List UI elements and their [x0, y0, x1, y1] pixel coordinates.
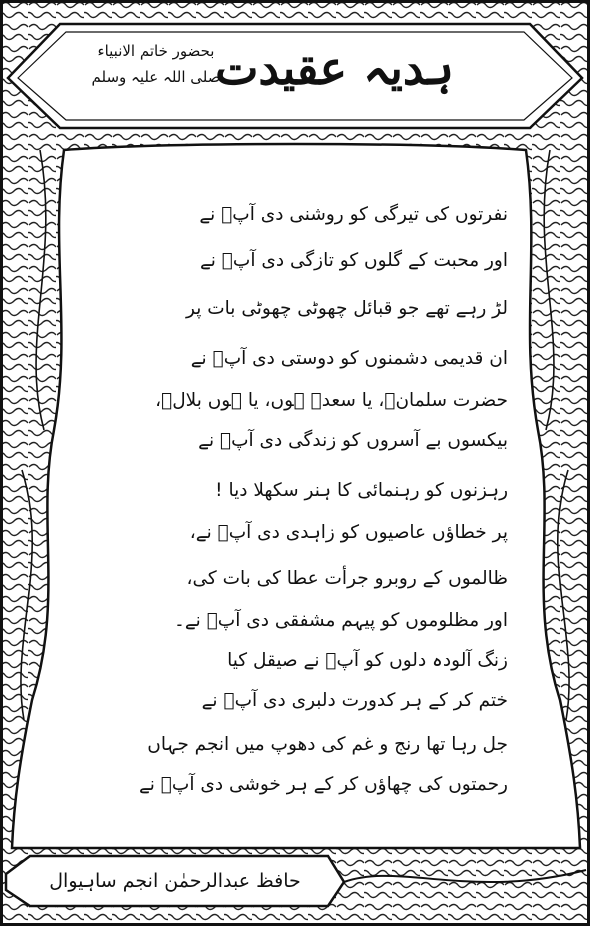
poem-line: زنگ آلودہ دلوں کو آپؐ نے صیقل کیا: [227, 650, 508, 671]
poem-line: اور محبت کے گلوں کو تازگی دی آپؐ نے: [199, 250, 508, 271]
page-title: ہدیہ عقیدت: [215, 41, 454, 95]
poem-line: جل رہا تھا رنج و غم کی دھوپ میں انجم جہاں: [147, 734, 508, 755]
poem-line: پر خطاؤں عاصیوں کو زاہدی دی آپؐ نے،: [189, 522, 508, 543]
poem-line: لڑ رہے تھے جو قبائل چھوٹی چھوٹی بات پر: [186, 298, 508, 319]
dedication-line-2: صلی اللہ علیہ وسلم: [91, 68, 221, 86]
poem-line: حضرت سلمانؓ، یا سعدؓ ہوں، یا ہوں بلالؓ،: [155, 390, 508, 411]
poem-line: رحمتوں کی چھاؤں کر کے ہر خوشی دی آپؐ نے: [138, 774, 508, 795]
poem-line: بیکسوں بے آسروں کو زندگی دی آپؐ نے: [198, 430, 508, 451]
poem-line: ظالموں کے روبرو جرأت عطا کی بات کی،: [186, 568, 508, 589]
poem-line: اور مظلوموں کو پیہم مشفقی دی آپؐ نے۔: [174, 610, 508, 631]
poem-line: نفرتوں کی تیرگی کو روشنی دی آپؐ نے: [199, 204, 508, 225]
dedication: [66, 38, 246, 108]
poem-line: رہزنوں کو رہنمائی کا ہنر سکھلا دیا !: [215, 480, 508, 501]
poem-line: ان قدیمی دشمنوں کو دوستی دی آپؐ نے: [190, 348, 508, 369]
poet-name: حافظ عبدالرحمٰن انجم ساہیوال: [49, 870, 301, 892]
dedication-line-1: بحضور خاتم الانبیاء: [97, 42, 215, 60]
poem-line: ختم کر کے ہر کدورت دلبری دی آپؐ نے: [201, 690, 508, 711]
